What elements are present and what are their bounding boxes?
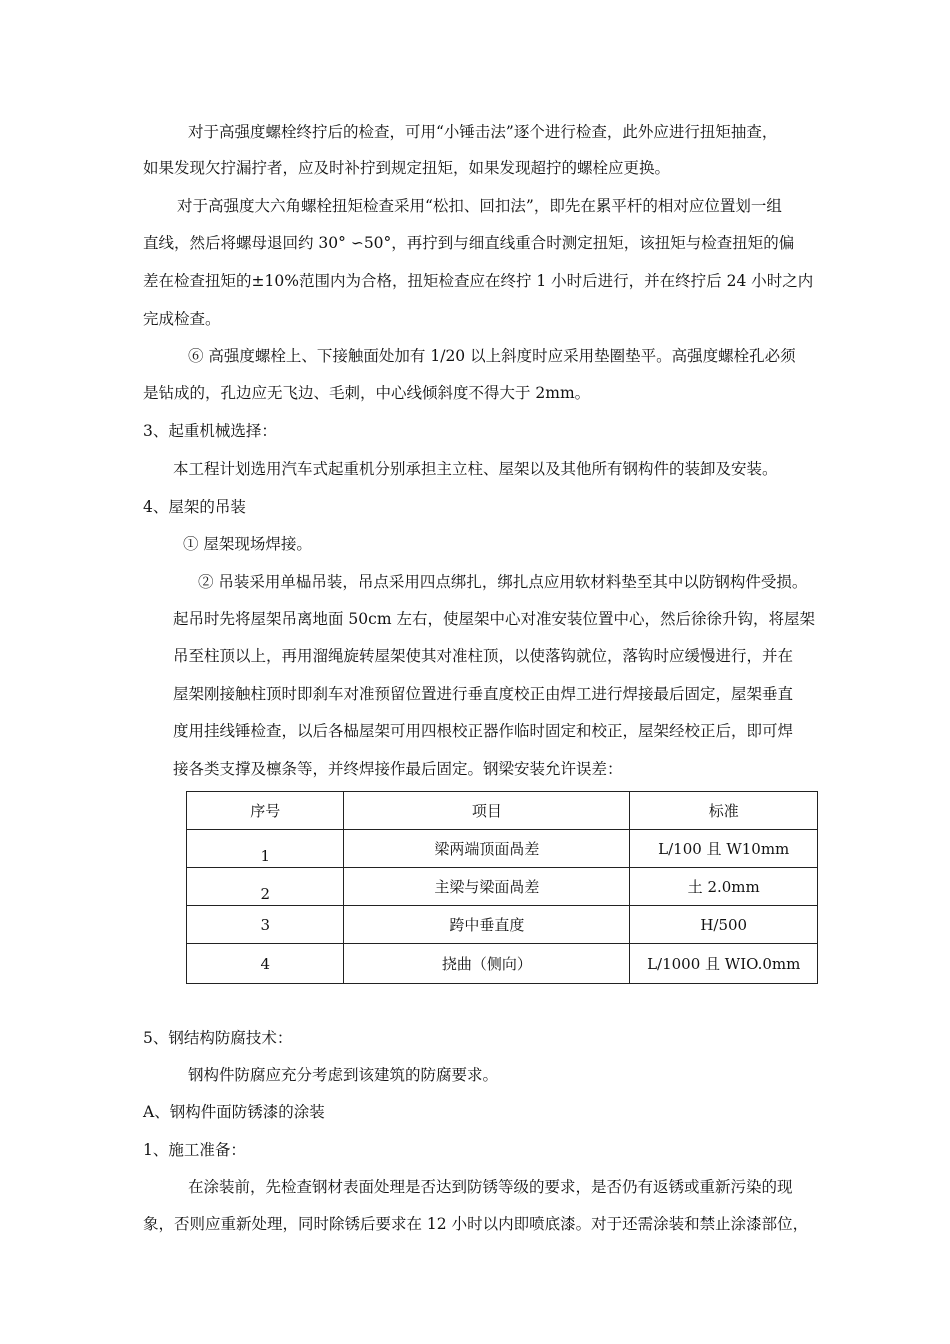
table-cell: 跨中垂直度 <box>344 906 630 944</box>
table-cell: 梁两端顶面咼差 <box>344 830 630 868</box>
text-line: 接各类支撑及檩条等，并终焊接作最后固定。钢梁安装允许误差： <box>173 760 623 778</box>
table-cell: L/1000 且 WIO.0mm <box>630 944 818 984</box>
table-row <box>187 906 818 944</box>
text-line: ① 屋架现场焊接。 <box>183 535 312 553</box>
section-heading: 5、钢结构防腐技术： <box>143 1029 293 1047</box>
table-cell: 挠曲（侧向） <box>344 944 630 984</box>
table-cell: 主梁与梁面咼差 <box>344 868 630 906</box>
text-line: 完成检查。 <box>143 310 221 328</box>
table-row <box>187 868 818 906</box>
text-line: 象，否则应重新处理，同时除锈后要求在 12 小时以内即喷底漆。对于还需涂装和禁止涂漆部位， <box>143 1215 809 1233</box>
table-header-row <box>187 792 818 830</box>
text-line: 对于高强度螺栓终拧后的检查，可用“小锤击法”逐个进行检查，此外应进行扭矩抽查， <box>188 123 778 141</box>
section-heading: 4、屋架的吊装 <box>143 498 246 516</box>
table-cell: 土 2.0mm <box>630 868 818 906</box>
table-cell: 2 <box>187 868 344 906</box>
text-line: ⑥ 高强度螺栓上、下接触面处加有 1/20 以上斜度时应采用垫圈垫平。高强度螺栓孔必须 <box>188 347 796 365</box>
text-line: 吊至柱顶以上，再用溜绳旋转屋架使其对准柱顶，以使落钩就位，落钩时应缓慢进行，并在 <box>173 647 794 665</box>
table-cell: 1 <box>187 830 344 868</box>
text-line: 是钻成的，孔边应无飞边、毛刺，中心线倾斜度不得大于 2mm。 <box>143 384 591 402</box>
text-line: 在涂装前，先检查钢材表面处理是否达到防锈等级的要求，是否仍有返锈或重新污染的现 <box>188 1178 793 1196</box>
table-row <box>187 944 818 984</box>
text-line: 直线，然后将螺母退回约 30° ∽50°，再拧到与细直线重合时测定扭矩，该扭矩与检查扭矩的偏 <box>143 234 795 252</box>
text-line: ② 吊装采用单榀吊装，吊点采用四点绑扎，绑扎点应用软材料垫至其中以防钢构件受损。 <box>198 573 808 591</box>
header-cell: 标准 <box>630 792 818 830</box>
text-line: 对于高强度大六角螺栓扭矩检查采用“松扣、回扣法”，即先在累平杆的相对应位置划一组 <box>177 197 782 215</box>
text-line: 度用挂线锤检查，以后各榀屋架可用四根校正器作临时固定和校正，屋架经校正后，即可焊 <box>173 722 794 740</box>
section-heading: 3、起重机械选择： <box>143 422 277 440</box>
table-cell: H/500 <box>630 906 818 944</box>
header-cell: 序号 <box>187 792 344 830</box>
table-cell: L/100 且 W10mm <box>630 830 818 868</box>
text-line: 差在检查扭矩的±10%范围内为合格，扭矩检查应在终拧 1 小时后进行，并在终拧后 24 小时之内 <box>143 272 814 290</box>
text-line: 屋架刚接触柱顶时即刹车对准预留位置进行垂直度校正由焊工进行焊接最后固定，屋架垂直 <box>173 685 794 703</box>
section-heading: 1、施工准备： <box>143 1141 246 1159</box>
header-cell: 项目 <box>344 792 630 830</box>
table-cell: 4 <box>187 944 344 984</box>
text-line: 钢构件防腐应充分考虑到该建筑的防腐要求。 <box>188 1066 499 1084</box>
text-line: 起吊时先将屋架吊离地面 50cm 左右，使屋架中心对准安装位置中心，然后徐徐升钩，将屋架 <box>173 610 815 628</box>
section-heading: A、钢构件面防锈漆的涂装 <box>143 1103 325 1121</box>
tolerance-table <box>186 791 818 984</box>
text-line: 如果发现欠拧漏拧者，应及时补拧到规定扭矩，如果发现超拧的螺栓应更换。 <box>143 159 671 177</box>
table-row <box>187 830 818 868</box>
text-line: 本工程计划选用汽车式起重机分别承担主立柱、屋架以及其他所有钢构件的装卸及安装。 <box>173 460 778 478</box>
table-cell: 3 <box>187 906 344 944</box>
